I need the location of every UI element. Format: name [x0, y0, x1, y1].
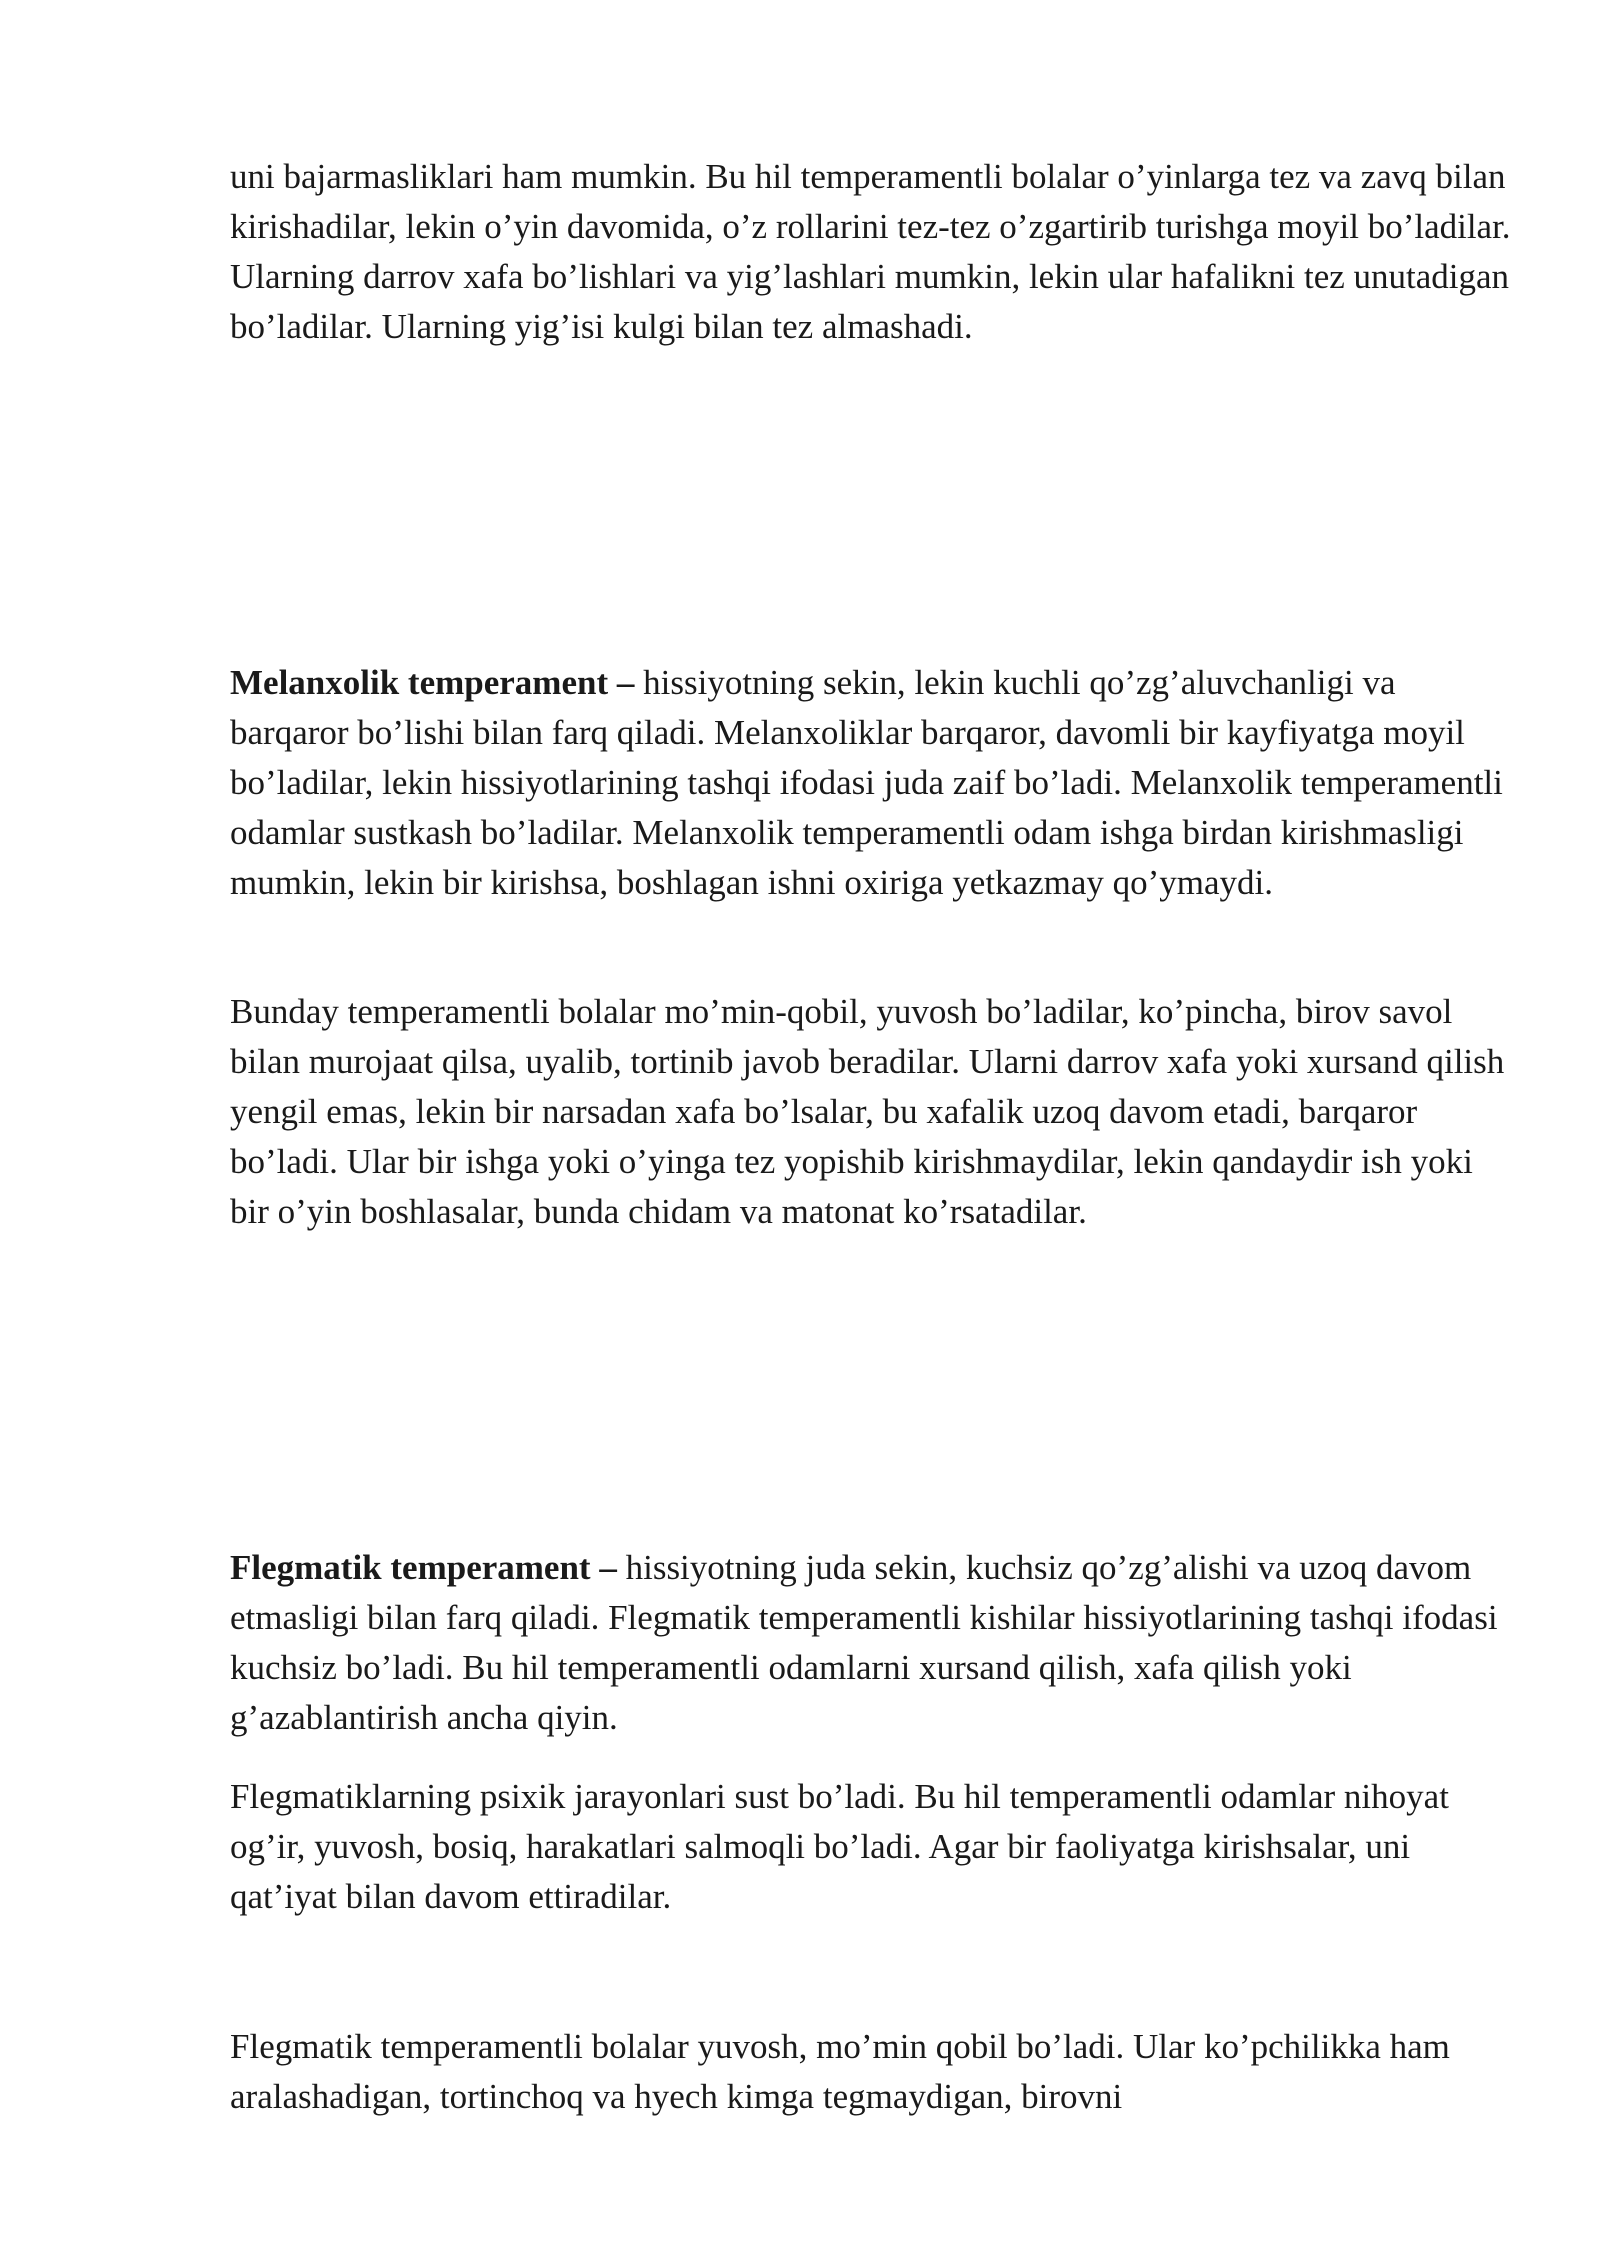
- paragraph-text: Flegmatiklarning psixik jarayonlari sust bo’ladi. Bu hil temperamentli odamlar nihoyat og’ir, yuvosh, bosiq, harakatlari salmoqli bo’ladi. Agar bir faoliyatga kirishsalar, uni qat’iyat bilan davom ettiradilar.: [230, 1777, 1449, 1916]
- paragraph-text: hissiyotning sekin, lekin kuchli qo’zg’aluvchanligi va barqaror bo’lishi bilan farq qiladi. Melanxoliklar barqaror, davomli bir kayfiyatga moyil bo’ladilar, lekin hissiyotlarining tashqi ifodasi juda zaif bo’ladi. Melanxolik temperamentli odamlar sustkash bo’ladilar. Melanxolik temperamentli odam ishga birdan kirishmasligi mumkin, lekin bir kirishsa, boshlagan ishni oxiriga yetkazmay qo’ymaydi.: [230, 663, 1503, 902]
- paragraph-melancholic-children: [230, 987, 1520, 1237]
- paragraph-sanguine-children: [230, 152, 1520, 352]
- paragraph-text: Bunday temperamentli bolalar mo’min-qobil, yuvosh bo’ladilar, ko’pincha, birov savol bilan murojaat qilsa, uyalib, tortinib javob beradilar. Ularni darrov xafa yoki xursand qilish yengil emas, lekin bir narsadan xafa bo’lsalar, bu xafalik uzoq davom etadi, barqaror bo’ladi. Ular bir ishga yoki o’yinga tez yopishib kirishmaydilar, lekin qandaydir ish yoki bir o’yin boshlasalar, bunda chidam va matonat ko’rsatadilar.: [230, 992, 1505, 1231]
- paragraph-text: uni bajarmasliklari ham mumkin. Bu hil temperamentli bolalar o’yinlarga tez va zavq bilan kirishadilar, lekin o’yin davomida, o’z rollarini tez-tez o’zgartirib turishga moyil bo’ladilar. Ularning darrov xafa bo’lishlari va yig’lashlari mumkin, lekin ular hafalikni tez unutadigan bo’ladilar. Ularning yig’isi kulgi bilan tez almashadi.: [230, 157, 1511, 346]
- term-melancholic: Melanxolik temperament –: [230, 663, 635, 702]
- term-phlegmatic: Flegmatik temperament –: [230, 1548, 617, 1587]
- paragraph-phlegmatic-definition: [230, 1543, 1520, 1743]
- paragraph-phlegmatic-children: [230, 2022, 1520, 2122]
- paragraph-text: hissiyotning juda sekin, kuchsiz qo’zg’alishi va uzoq davom etmasligi bilan farq qiladi. Flegmatik temperamentli kishilar hissiyotlarining tashqi ifodasi kuchsiz bo’ladi. Bu hil temperamentli odamlarni xursand qilish, xafa qilish yoki g’azablantirish ancha qiyin.: [230, 1548, 1498, 1737]
- paragraph-text: Flegmatik temperamentli bolalar yuvosh, mo’min qobil bo’ladi. Ular ko’pchilikka ham aralashadigan, tortinchoq va hyech kimga tegmaydigan, birovni: [230, 2027, 1450, 2116]
- paragraph-melancholic-definition: [230, 658, 1520, 908]
- paragraph-phlegmatic-processes: [230, 1772, 1520, 1922]
